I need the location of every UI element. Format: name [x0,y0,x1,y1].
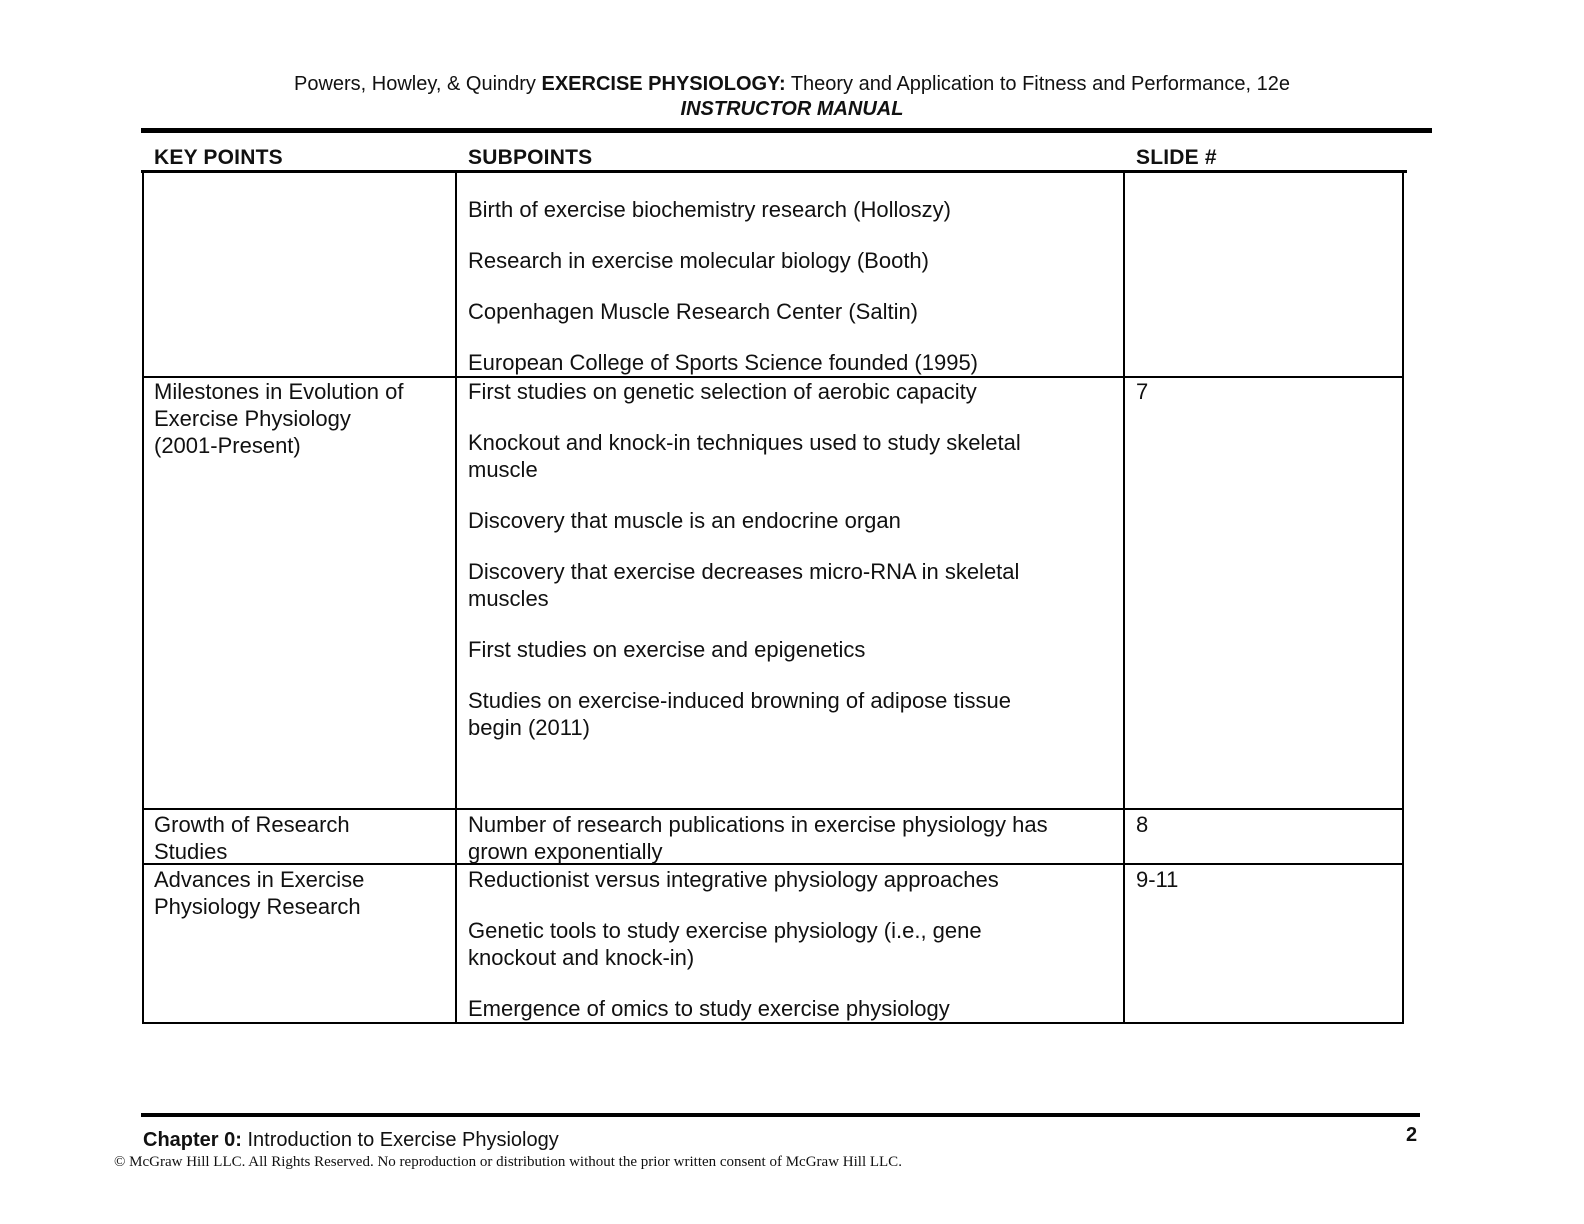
key-point: Growth of Research [154,812,350,837]
row-divider [142,863,1404,865]
book-subtitle: Theory and Application to Fitness and Performance, 12e [790,73,1290,95]
subpoint: Emergence of omics to study exercise physiology [468,996,950,1021]
key-point: Exercise Physiology [154,406,351,431]
column-divider [1123,172,1125,1024]
subpoint: Studies on exercise-induced browning of adipose tissue [468,688,1011,713]
footer-chapter [143,1128,559,1152]
slide-number: 7 [1136,379,1149,404]
key-point: Advances in Exercise [154,867,365,892]
header-rule [141,128,1432,133]
subpoint: Research in exercise molecular biology (Booth) [468,248,929,273]
copyright-notice: © McGraw Hill LLC. All Rights Reserved. No reproduction or distribution without the prior written consent of McGraw Hill LLC. [114,1154,902,1170]
slide-number: 8 [1136,812,1149,837]
subpoint: grown exponentially [468,839,663,864]
footer-rule [141,1113,1420,1117]
subpoint: Genetic tools to study exercise physiology (i.e., gene [468,918,982,943]
subpoint: Number of research publications in exercise physiology has [468,812,1048,837]
subpoint: Copenhagen Muscle Research Center (Saltin) [468,299,919,324]
key-point: Studies [154,839,228,864]
subpoint: First studies on genetic selection of aerobic capacity [468,379,977,404]
manual-title: INSTRUCTOR MANUAL [680,98,904,120]
chapter-label: Chapter 0: [143,1129,242,1151]
key-point: Milestones in Evolution of [154,379,404,404]
subpoint: muscles [468,586,549,611]
column-header-key-points: KEY POINTS [154,146,283,169]
authors: Powers, Howley, & Quindry [293,73,536,95]
row-divider [142,808,1404,810]
subpoint: Discovery that exercise decreases micro-RNA in skeletal [468,559,1020,584]
book-title: EXERCISE PHYSIOLOGY: [541,73,786,95]
column-divider [455,172,457,1024]
key-point: Physiology Research [154,894,361,919]
subpoint: muscle [468,457,538,482]
subpoint: Birth of exercise biochemistry research (Holloszy) [468,197,951,222]
document-header [0,72,1584,122]
subpoint: Discovery that muscle is an endocrine organ [468,508,901,533]
subpoint: knockout and knock-in) [468,945,695,970]
book-citation [0,72,1584,97]
subpoint: Reductionist versus integrative physiology approaches [468,867,999,892]
column-header-slide: SLIDE # [1136,146,1217,169]
key-point: (2001-Present) [154,433,301,458]
chapter-title: Introduction to Exercise Physiology [247,1129,559,1151]
slide-number: 9-11 [1136,867,1179,892]
subpoint: Knockout and knock-in techniques used to study skeletal [468,430,1021,455]
subpoint: First studies on exercise and epigenetics [468,637,866,662]
page-number: 2 [1406,1124,1418,1146]
subpoint: begin (2011) [468,715,590,740]
column-header-subpoints: SUBPOINTS [468,146,593,169]
subpoint: European College of Sports Science founded (1995) [468,350,979,375]
